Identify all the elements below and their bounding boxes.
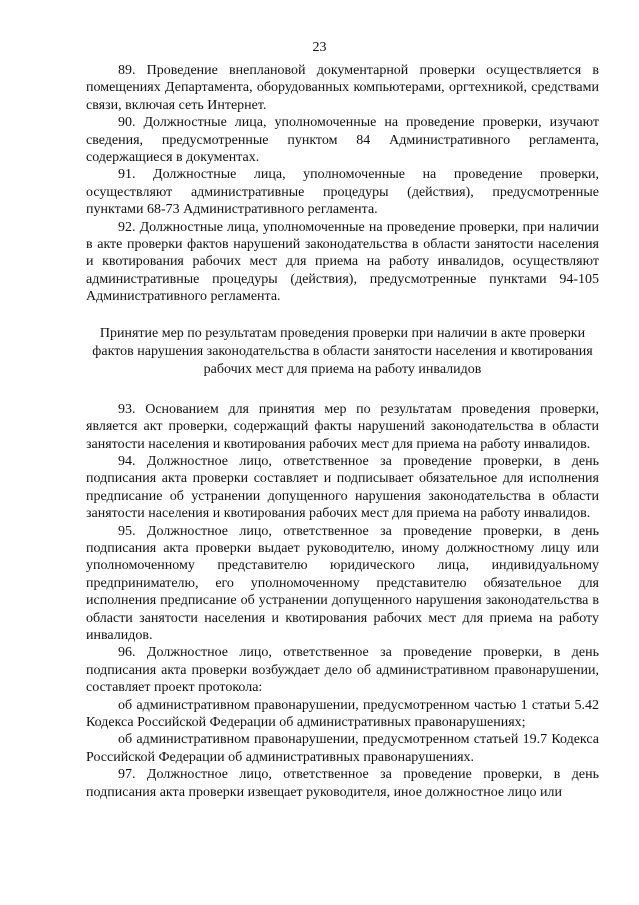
paragraph-94: 94. Должностное лицо, ответственное за проведение проверки, в день подписания акта проверки составляет и подписывает обязательное для исполнения предписание об устранении допущенного нарушения законодательства в области занятости населения и квотирования рабочих мест для приема на работу инвалидов.	[86, 453, 599, 522]
paragraph-89: 89. Проведение внеплановой документарной проверки осуществляется в помещениях Департамента, оборудованных компьютерами, оргтехникой, средствами связи, включая сеть Интернет.	[86, 63, 599, 113]
paragraph-96: 96. Должностное лицо, ответственное за проведение проверки, в день подписания акта проверки возбуждает дело об административном правонарушении, составляет проект протокола:	[86, 645, 599, 696]
paragraph-93: 93. Основанием для принятия мер по результатам проведения проверки, является акт проверки, содержащий факты нарушений законодательства в области занятости населения и квотирования рабочих мест для приема на работу инвалидов.	[86, 401, 599, 452]
paragraph-91: 91. Должностные лица, уполномоченные на проведение проверки, осуществляют административные процедуры (действия), предусмотренные пунктами 68-73 Административного регламента.	[86, 167, 599, 218]
paragraph-96-item-1: об административном правонарушении, предусмотренном частью 1 статьи 5.42 Кодекса Российской Федерации об административных правонарушениях;	[86, 697, 599, 730]
page-number: 23	[312, 40, 327, 55]
paragraph-90: 90. Должностные лица, уполномоченные на проведение проверки, изучают сведения, предусмотренные пунктом 84 Административного регламента, содержащиеся в документах.	[86, 115, 599, 166]
paragraph-92: 92. Должностные лица, уполномоченные на проведение проверки, при наличии в акте проверки фактов нарушений законодательства в области занятости населения и квотирования рабочих мест для приема на работу инвалидов, осуществляют административные процедуры (действия), предусмотренные пунктами 94-105 Административного регламента.	[86, 219, 599, 305]
paragraph-96-item-2: об административном правонарушении, предусмотренном статьей 19.7 Кодекса Российской Федерации об административных правонарушениях.	[86, 732, 599, 765]
document-body	[86, 62, 599, 801]
section-title: Принятие мер по результатам проведения проверки при наличии в акте проверки фактов нарушения законодательства в области занятости населения и квотирования рабочих мест для приема на работу инвалидов	[92, 325, 593, 377]
paragraph-95: 95. Должностное лицо, ответственное за проведение проверки, в день подписания акта проверки выдает руководителю, иному должностному лицу или уполномоченному представителю юридического лица, индивидуальному предпринимателю, его уполномоченному представителю обязательное для исполнения предписание об устранении допущенного нарушения законодательства в области занятости населения и квотирования рабочих мест для приема на работу инвалидов.	[86, 523, 599, 643]
paragraph-97: 97. Должностное лицо, ответственное за проведение проверки, в день подписания акта проверки извещает руководителя, иное должностное лицо или	[86, 767, 599, 800]
